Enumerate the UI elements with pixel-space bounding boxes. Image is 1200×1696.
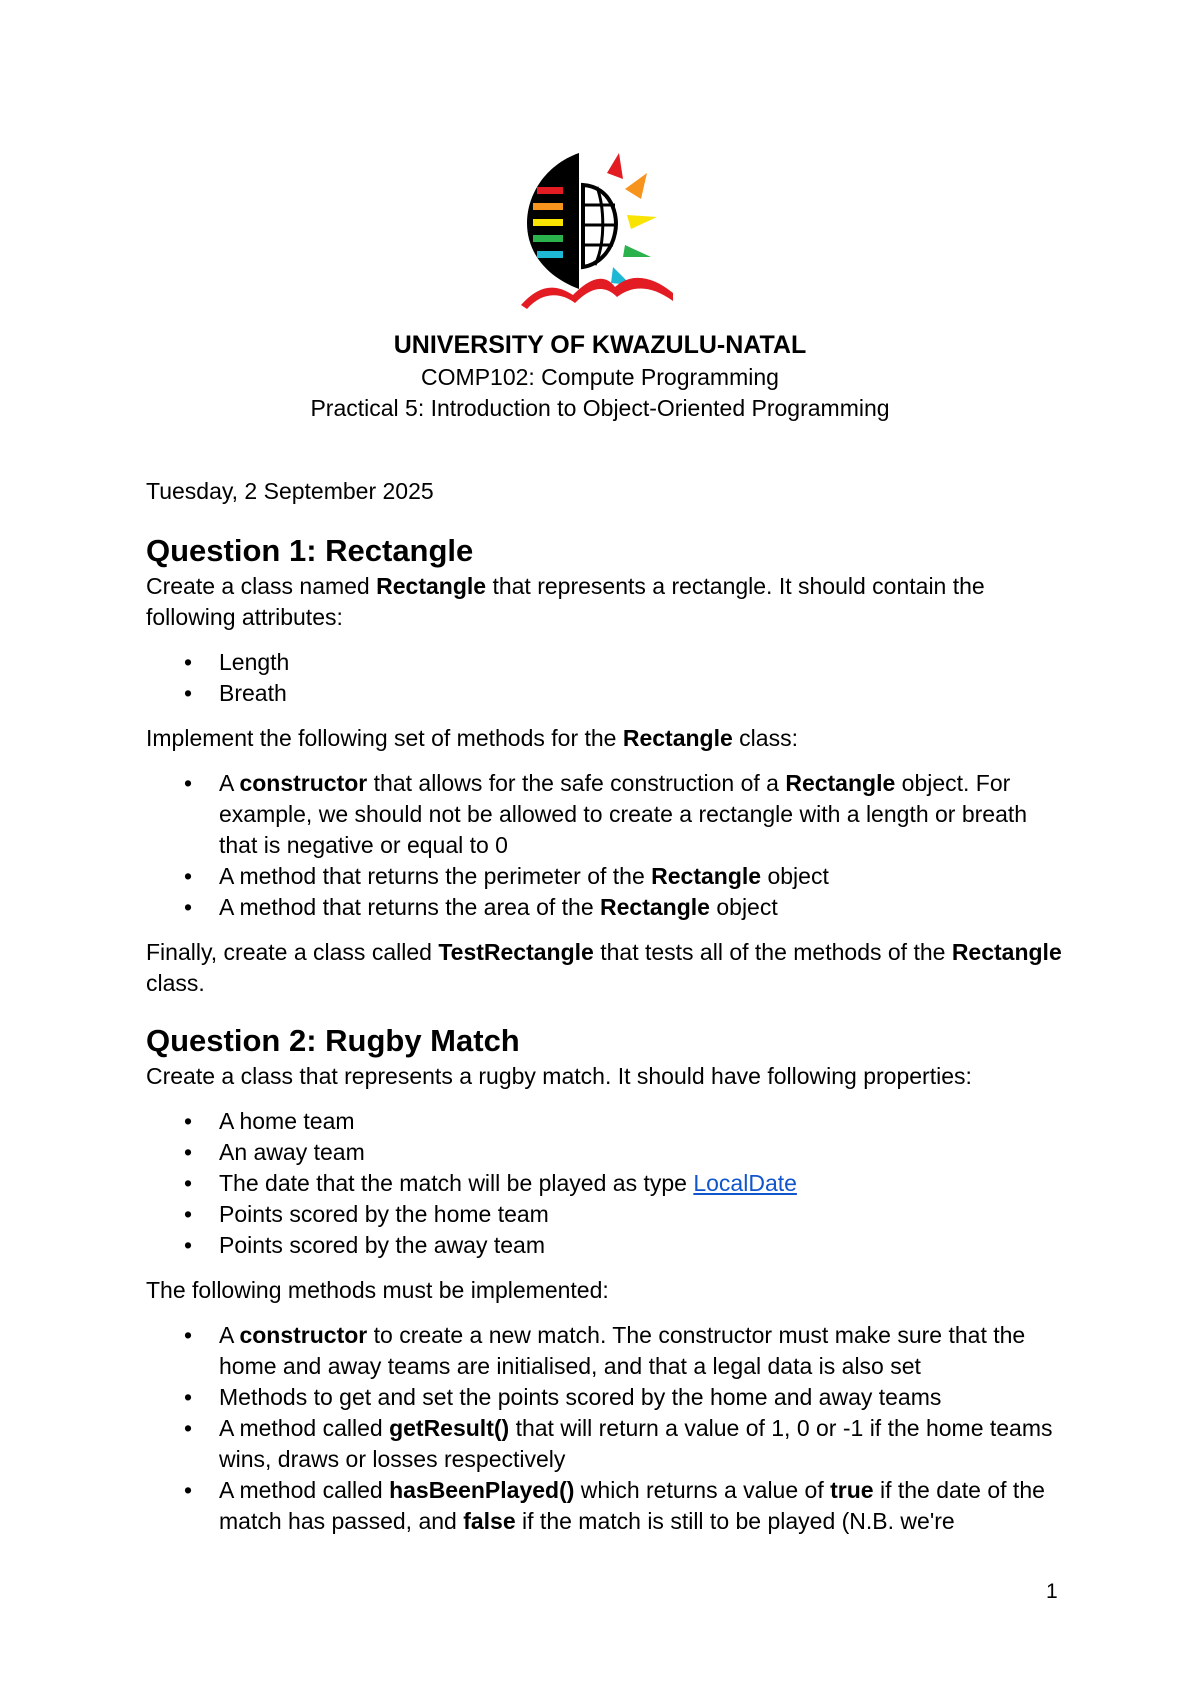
bullet-icon: • (184, 770, 193, 796)
university-name: UNIVERSITY OF KWAZULU-NATAL (393, 331, 807, 359)
text-run: if the date of the match has passed, and (219, 1477, 1045, 1534)
list-item-text: The date that the match will be played as type (219, 1170, 694, 1196)
text-run: A method that returns the perimeter of the (219, 863, 652, 889)
question-2-intro: Create a class that represents a rugby match. It should have following properties: (146, 1063, 972, 1089)
keyword: true (830, 1477, 874, 1503)
text-run: class. (146, 970, 205, 996)
bullet-icon: • (184, 1415, 193, 1441)
bullet-icon: • (184, 1139, 193, 1165)
document-header (0, 328, 1200, 424)
attribute-list (146, 647, 1066, 709)
list-item-text: Points scored by the home team (219, 1201, 549, 1227)
list-item (146, 678, 1066, 709)
bullet-icon: • (184, 1322, 193, 1348)
bullet-icon: • (184, 680, 193, 706)
property-list (146, 1106, 1066, 1261)
list-item (146, 861, 1066, 892)
text-run: Finally, create a class called (146, 939, 439, 965)
document-date: Tuesday, 2 September 2025 (146, 478, 434, 504)
text-run: that represents a rectangle. It should contain the following attributes: (146, 573, 985, 630)
list-item (146, 1320, 1066, 1382)
text-run: to create a new match. The constructor must make sure that the home and away teams are initialised, and that a legal data is also set (219, 1322, 1026, 1379)
list-item (146, 768, 1066, 861)
keyword: constructor (239, 770, 368, 796)
text-run: Create a class named (146, 573, 377, 599)
question-2-methods-intro: The following methods must be implemented: (146, 1277, 609, 1303)
text-run: A (219, 1322, 240, 1348)
list-item (146, 1199, 1066, 1230)
document-body (146, 476, 1066, 1551)
method-name: getResult() (389, 1415, 510, 1441)
class-name: Rectangle (651, 863, 762, 889)
text-run: class: (732, 725, 798, 751)
question-1-methods-intro (146, 723, 1066, 754)
bullet-icon: • (184, 863, 193, 889)
university-logo (515, 145, 690, 310)
keyword: constructor (239, 1322, 368, 1348)
list-item-text: An away team (219, 1139, 365, 1165)
bullet-icon: • (184, 1201, 193, 1227)
list-item-text: Breath (219, 680, 287, 706)
text-run: that allows for the safe construction of a (367, 770, 786, 796)
list-item (146, 1382, 1066, 1413)
method-list (146, 1320, 1066, 1537)
text-run: if the match is still to be played (N.B. we're (515, 1508, 955, 1534)
list-item (146, 1168, 1066, 1199)
practical-title: Practical 5: Introduction to Object-Oriented Programming (310, 395, 890, 421)
text-run: object (761, 863, 829, 889)
class-name: Rectangle (376, 573, 487, 599)
list-item (146, 892, 1066, 923)
list-item (146, 1106, 1066, 1137)
question-1-heading: Question 1: Rectangle (146, 533, 474, 568)
page-number: 1 (1046, 1580, 1058, 1603)
list-item (146, 1475, 1066, 1537)
text-run: A method that returns the area of the (219, 894, 601, 920)
list-item (146, 1413, 1066, 1475)
class-name: Rectangle (622, 725, 733, 751)
list-item-text: Methods to get and set the points scored by the home and away teams (219, 1384, 942, 1410)
class-name: Rectangle (951, 939, 1062, 965)
class-name: Rectangle (785, 770, 896, 796)
bullet-icon: • (184, 1384, 193, 1410)
method-name: hasBeenPlayed() (389, 1477, 575, 1503)
keyword: false (463, 1508, 516, 1534)
text-run: which returns a value of (574, 1477, 831, 1503)
bullet-icon: • (184, 1477, 193, 1503)
list-item (146, 1137, 1066, 1168)
bullet-icon: • (184, 1232, 193, 1258)
text-run: that will return a value of 1, 0 or -1 if the home teams wins, draws or losses respectively (219, 1415, 1053, 1472)
localdate-link[interactable]: LocalDate (693, 1170, 797, 1196)
text-run: object (709, 894, 778, 920)
text-run: A method called (219, 1415, 390, 1441)
text-run: Implement the following set of methods for the (146, 725, 623, 751)
course-title: COMP102: Compute Programming (421, 364, 779, 390)
question-1-intro (146, 571, 1066, 633)
list-item-text: Points scored by the away team (219, 1232, 545, 1258)
list-item-text: A home team (219, 1108, 355, 1134)
text-run: A method called (219, 1477, 390, 1503)
method-list (146, 768, 1066, 923)
question-1-final (146, 937, 1066, 999)
list-item-text: Length (219, 649, 290, 675)
list-item (146, 1230, 1066, 1261)
bullet-icon: • (184, 1170, 193, 1196)
text-run: object. For example, we should not be allowed to create a rectangle with a length or breath that is negative or equal to 0 (219, 770, 1028, 858)
text-run: A (219, 770, 240, 796)
question-2-heading: Question 2: Rugby Match (146, 1023, 520, 1058)
class-name: TestRectangle (438, 939, 594, 965)
class-name: Rectangle (600, 894, 710, 920)
bullet-icon: • (184, 1108, 193, 1134)
bullet-icon: • (184, 649, 193, 675)
text-run: that tests all of the methods of the (593, 939, 952, 965)
list-item (146, 647, 1066, 678)
bullet-icon: • (184, 894, 193, 920)
